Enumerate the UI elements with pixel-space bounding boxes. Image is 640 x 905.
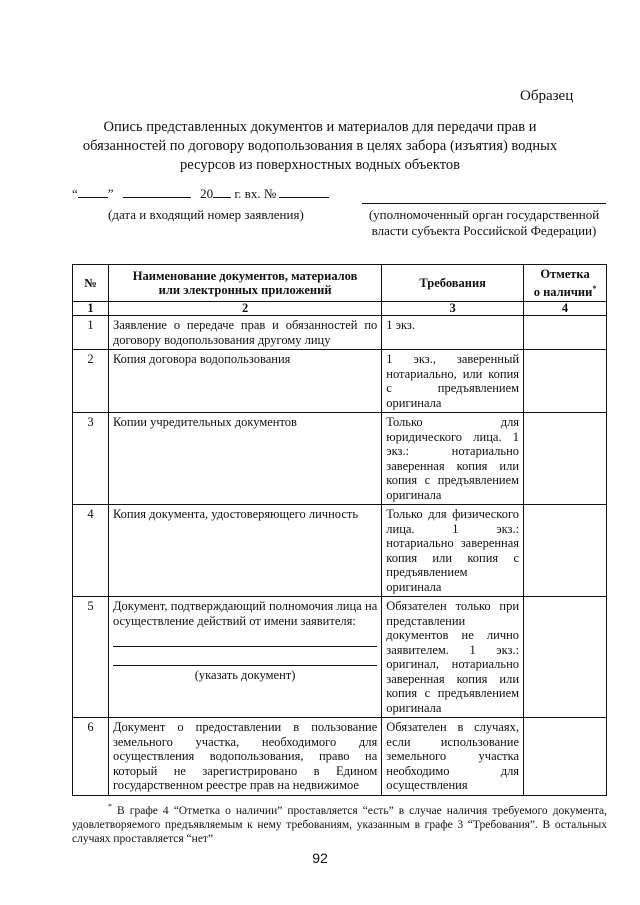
- document-name-text: Документ, подтверждающий полномочия лица на осуществление действий от имени заявителя:: [112, 599, 378, 628]
- open-quote: “: [72, 186, 78, 201]
- presence-mark: [524, 316, 607, 350]
- table-row: [73, 413, 607, 505]
- table-header-row: [73, 265, 607, 302]
- footnote-separator: [114, 795, 254, 796]
- presence-mark: [524, 597, 607, 718]
- header-mark-line: Отметка: [540, 267, 590, 281]
- header-name: [108, 265, 381, 302]
- row-number: 6: [73, 718, 109, 796]
- document-name: [108, 597, 381, 718]
- row-number: 4: [73, 505, 109, 597]
- page-number: 92: [312, 850, 328, 866]
- row-number: 5: [73, 597, 109, 718]
- document-title: [70, 118, 570, 175]
- documents-table: [72, 264, 607, 796]
- footnote-marker: *: [108, 802, 112, 811]
- date-line: [72, 186, 329, 202]
- table-row: [73, 316, 607, 350]
- table-row: [73, 350, 607, 413]
- year-prefix: 20: [200, 186, 214, 201]
- header-mark-line: о наличии: [533, 284, 593, 299]
- document-name: Заявление о передаче прав и обязанностей по договору водопользования другому лицу: [108, 316, 381, 350]
- document-name: Документ о предоставлении в пользование земельного участка, необходимого для осуществления водопользования, право на который не зарегистрировано в Едином государственном реестре прав на недвижимое: [108, 718, 381, 796]
- authority-caption: [362, 207, 606, 239]
- year-blank: [213, 187, 231, 198]
- presence-mark: [524, 718, 607, 796]
- incoming-label: г. вх. №: [234, 186, 277, 201]
- sample-label: Образец: [520, 88, 574, 104]
- month-blank: [123, 187, 191, 198]
- authority-caption-line: власти субъекта Российской Федерации): [371, 223, 597, 238]
- document-name: Копия договора водопользования: [108, 350, 381, 413]
- requirement: 1 экз.: [382, 316, 524, 350]
- header-num: №: [73, 265, 109, 302]
- requirement: 1 экз., заверенный нотариально, или копия с предъявлением оригинала: [382, 350, 524, 413]
- document-name: Копии учредительных документов: [108, 413, 381, 505]
- column-number: 3: [382, 302, 524, 316]
- blank-line: [113, 630, 377, 647]
- table-row: [73, 718, 607, 796]
- document-name: Копия документа, удостоверяющего личность: [108, 505, 381, 597]
- requirement: Обязателен в случаях, если использование земельного участка необходимо для осуществления: [382, 718, 524, 796]
- footnote-text: В графе 4 “Отметка о наличии” проставляется “есть” в случае наличия требуемого документа, удовлетворяемого предъявляемым к нему требованиям, указанным в графе 3 “Требования”. В остальных случаях проставляется “нет”: [72, 804, 608, 845]
- authority-caption-line: (уполномоченный орган государственной: [368, 207, 600, 222]
- title-line: обязанностей по договору водопользования в целях забора (изъятия) водных: [82, 138, 558, 154]
- title-line: ресурсов из поверхностных водных объектов: [180, 157, 460, 173]
- blank-caption: (указать документ): [194, 668, 296, 683]
- column-number: 4: [524, 302, 607, 316]
- day-blank: [78, 187, 108, 198]
- close-quote: ”: [107, 186, 114, 201]
- requirement: Только для физического лица. 1 экз.: нотариально заверенная копия или копия с предъявлением оригинала: [382, 505, 524, 597]
- requirement: Обязателен только при представлении документов не лично заявителем. 1 экз.: оригинал, нотариально заверенная копия или копия с предъявлением оригинала: [382, 597, 524, 718]
- presence-mark: [524, 350, 607, 413]
- incoming-number-blank: [279, 187, 329, 198]
- column-number: 2: [108, 302, 381, 316]
- row-number: 3: [73, 413, 109, 505]
- row-number: 1: [73, 316, 109, 350]
- column-number: 1: [73, 302, 109, 316]
- authority-blank: [362, 203, 606, 204]
- title-line: Опись представленных документов и материалов для передачи прав и: [103, 119, 537, 135]
- header-name-line: Наименование документов, материалов: [132, 268, 358, 283]
- column-number-row: [73, 302, 607, 316]
- header-name-line: или электронных приложений: [158, 283, 332, 298]
- table-row: [73, 505, 607, 597]
- header-mark: [524, 265, 607, 302]
- header-requirements: Требования: [382, 265, 524, 302]
- presence-mark: [524, 505, 607, 597]
- requirement: Только для юридического лица. 1 экз.: нотариально заверенная копия или копия с предъявлением оригинала: [382, 413, 524, 505]
- row-number: 2: [73, 350, 109, 413]
- presence-mark: [524, 413, 607, 505]
- footnote-marker: *: [592, 283, 597, 293]
- date-caption: (дата и входящий номер заявления): [108, 207, 304, 222]
- footnote: [72, 800, 607, 846]
- table-row: [73, 597, 607, 718]
- blank-line: [113, 649, 377, 666]
